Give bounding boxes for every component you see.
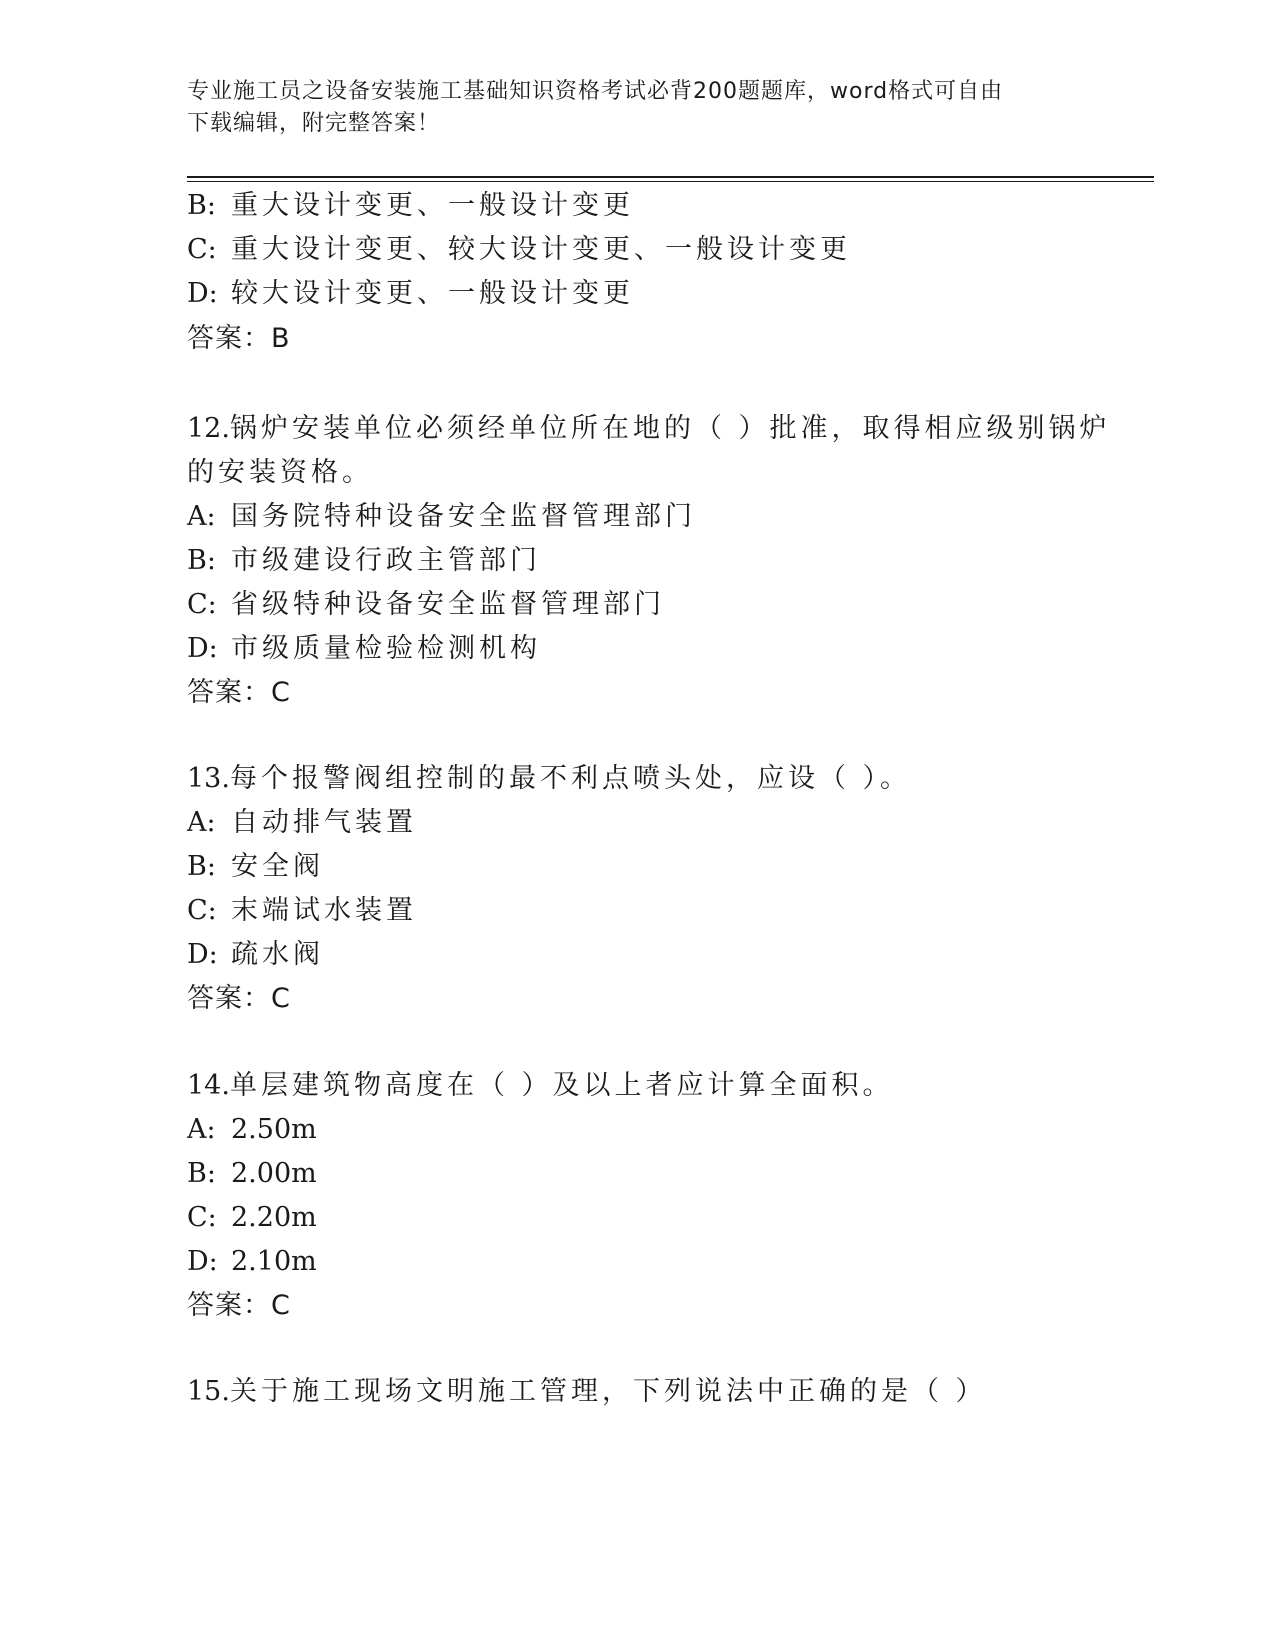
- header-line-1: 专业施工员之设备安装施工基础知识资格考试必背200题题库，word格式可自由: [187, 79, 1004, 104]
- q13-option-c: C: 末端试水装置: [187, 895, 417, 926]
- q14-option-b: B: 2.00m: [187, 1158, 317, 1189]
- q14-option-c: C: 2.20m: [187, 1202, 317, 1233]
- q14-stem-line-1: 14.单层建筑物高度在（ ）及以上者应计算全面积。: [187, 1070, 894, 1101]
- q12-answer: 答案：C: [187, 677, 291, 708]
- q12-option-a: A: 国务院特种设备安全监督管理部门: [187, 501, 696, 532]
- q12-option-b: B: 市级建设行政主管部门: [187, 545, 541, 576]
- q13-option-d: D: 疏水阀: [187, 939, 324, 970]
- q12-option-d: D: 市级质量检验检测机构: [187, 633, 541, 664]
- q15-stem-line-1: 15.关于施工现场文明施工管理，下列说法中正确的是（ ）: [187, 1376, 987, 1407]
- q12-stem-line-2: 的安装资格。: [187, 457, 373, 488]
- header-line-2: 下载编辑，附完整答案！: [187, 111, 441, 136]
- document-header: [187, 76, 1077, 140]
- q12-option-c: C: 省级特种设备安全监督管理部门: [187, 589, 665, 620]
- q12-stem-line-1: 12.锅炉安装单位必须经单位所在地的（ ）批准，取得相应级别锅炉: [187, 413, 1111, 444]
- prev-option-d: D: 较大设计变更、一般设计变更: [187, 278, 634, 309]
- q13-option-a: A: 自动排气装置: [187, 807, 417, 838]
- prev-option-b: B: 重大设计变更、一般设计变更: [187, 190, 634, 221]
- q14-option-d: D: 2.10m: [187, 1246, 317, 1277]
- header-divider-thin: [187, 181, 1154, 182]
- prev-answer: 答案：B: [187, 323, 291, 354]
- q13-stem-line-1: 13.每个报警阀组控制的最不利点喷头处，应设（ ）。: [187, 763, 912, 794]
- prev-option-c: C: 重大设计变更、较大设计变更、一般设计变更: [187, 234, 851, 265]
- q14-option-a: A: 2.50m: [187, 1114, 317, 1145]
- header-divider-thick: [187, 176, 1154, 178]
- q14-answer: 答案：C: [187, 1290, 291, 1321]
- q13-option-b: B: 安全阀: [187, 851, 324, 882]
- q13-answer: 答案：C: [187, 983, 291, 1014]
